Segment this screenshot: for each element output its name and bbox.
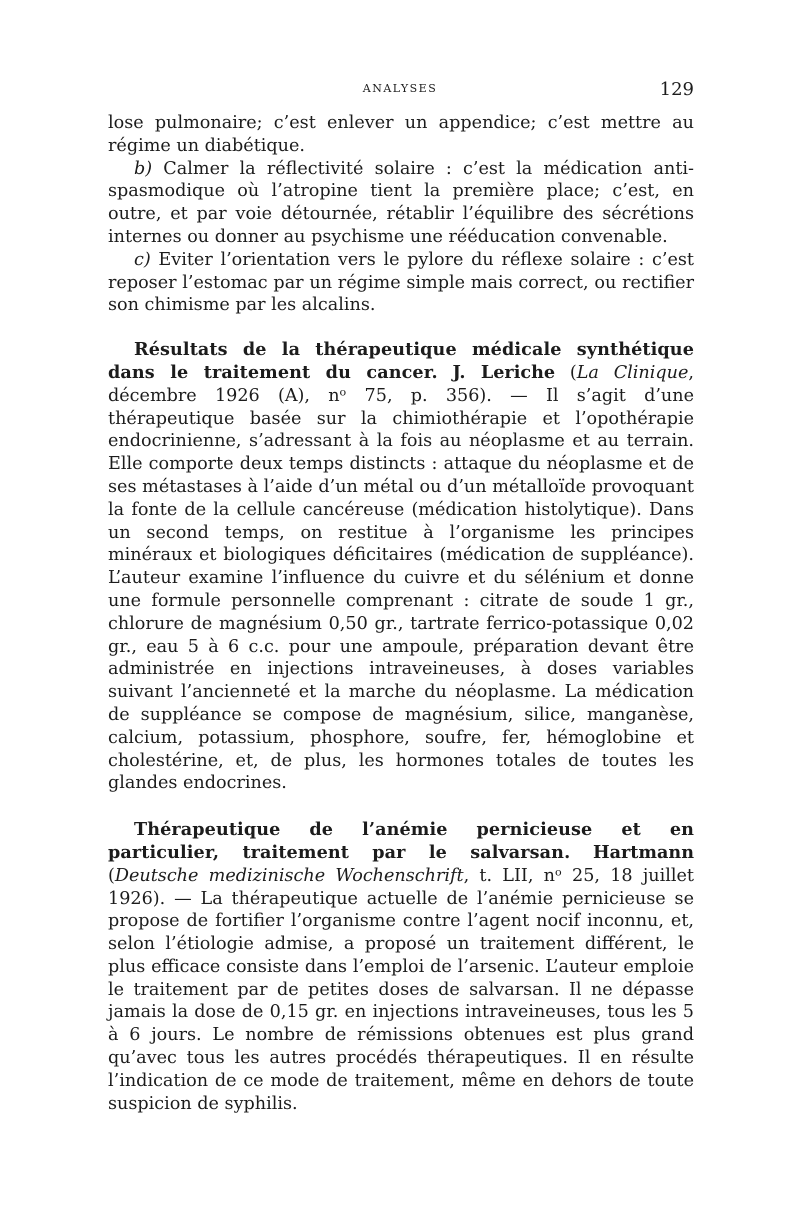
- list-item-b: [108, 158, 694, 249]
- article-2-title: Thérapeutique de l’anémie pernicieuse et en particulier, traitement par le salvarsan.: [108, 819, 694, 863]
- article-1-source-open: (: [555, 362, 577, 383]
- article-1-journal: La Clinique: [576, 362, 689, 383]
- article-1-body: Il s’agit d’une thérapeutique basée sur la chimiothérapie et l’opothérapie endocrinienne, s’adressant à la fois au néoplasme et au terrain. Elle comporte deux temps distincts : attaque du néoplasme et de ses métastases à l’aide d’un métal ou d’un métalloïde provoquant la fonte de la cellule cancéreuse (médication histolytique). Dans un second temps, on restitue à l’organisme les principes minéraux et biologiques déficitaires (médication de suppléance). L’auteur examine l’influence du cuivre et du sélénium et donne une formule personnelle comprenant : citrate de soude 1 gr., chlorure de magnésium 0,50 gr., tartrate ferrico-potassique 0,02 gr., eau 5 à 6 c.c. pour une ampoule, préparation devant être administrée en injections intraveineuses, à doses variables suivant l’ancienneté et la marche du néoplasme. La médication de suppléance se compose de magnésium, silice, manganèse, calcium, potassium, phosphore, soufre, fer, hémoglobine et cholestérine, et, de plus, les hormones totales de toutes les glandes endocrines.: [108, 385, 694, 794]
- page-body: [108, 112, 694, 1115]
- article-1-author: J. Leriche: [452, 361, 556, 383]
- item-b-label: b): [134, 158, 153, 179]
- running-title: ANALYSES: [362, 82, 438, 95]
- item-c-label: c): [134, 249, 151, 270]
- item-c-text: Eviter l’orientation vers le pylore du réflexe solaire : c’est reposer l’estomac par un régime simple mais correct, ou rectifier son chimisme par les alcalins.: [108, 249, 694, 316]
- article-2-author: Hartmann: [592, 841, 695, 863]
- article-leriche: [108, 339, 694, 795]
- article-1-title: Résultats de la thérapeutique médicale synthétique dans le traitement du cancer.: [108, 339, 694, 383]
- running-head: [108, 79, 692, 101]
- article-2-journal: Deutsche medizinische Wochenschrift: [114, 865, 464, 886]
- article-2-body: La thérapeutique actuelle de l’anémie pernicieuse se propose de fortifier l’organisme contre l’agent nocif inconnu, et, selon l’étiologie admise, a proposé un traitement différent, le plus efficace consiste dans l’emploi de l’arsenic. L’auteur emploie le traitement par de petites doses de salvarsan. Il ne dépasse jamais la dose de 0,15 gr. en injections intraveineuses, tous les 5 à 6 jours. Le nombre de rémissions obtenues est plus grand qu’avec tous les autres procédés thérapeutiques. Il en résulte l’indication de ce mode de traitement, même en dehors de toute suspicion de syphilis.: [108, 888, 694, 1114]
- article-1-citation: , décembre 1926 (A), nᵒ 75, p. 356). —: [108, 362, 694, 406]
- continuation-text: lose pulmonaire; c’est enlever un appendice; c’est mettre au régime un diabétique.: [108, 113, 694, 156]
- continuation-paragraph: [108, 112, 694, 158]
- item-b-text: Calmer la réflectivité solaire : c’est la médication anti-spasmodique où l’atropine tient la première place; c’est, en outre, et par voie détournée, rétablir l’équilibre des sécrétions internes ou donner au psychisme une rééducation convenable.: [108, 158, 694, 247]
- article-2-source-open: (: [108, 865, 115, 886]
- page-number: 129: [659, 79, 694, 100]
- article-2-citation: , t. LII, nᵒ 25, 18 juillet 1926). —: [108, 865, 694, 909]
- list-item-c: [108, 249, 694, 317]
- article-hartmann: [108, 819, 694, 1115]
